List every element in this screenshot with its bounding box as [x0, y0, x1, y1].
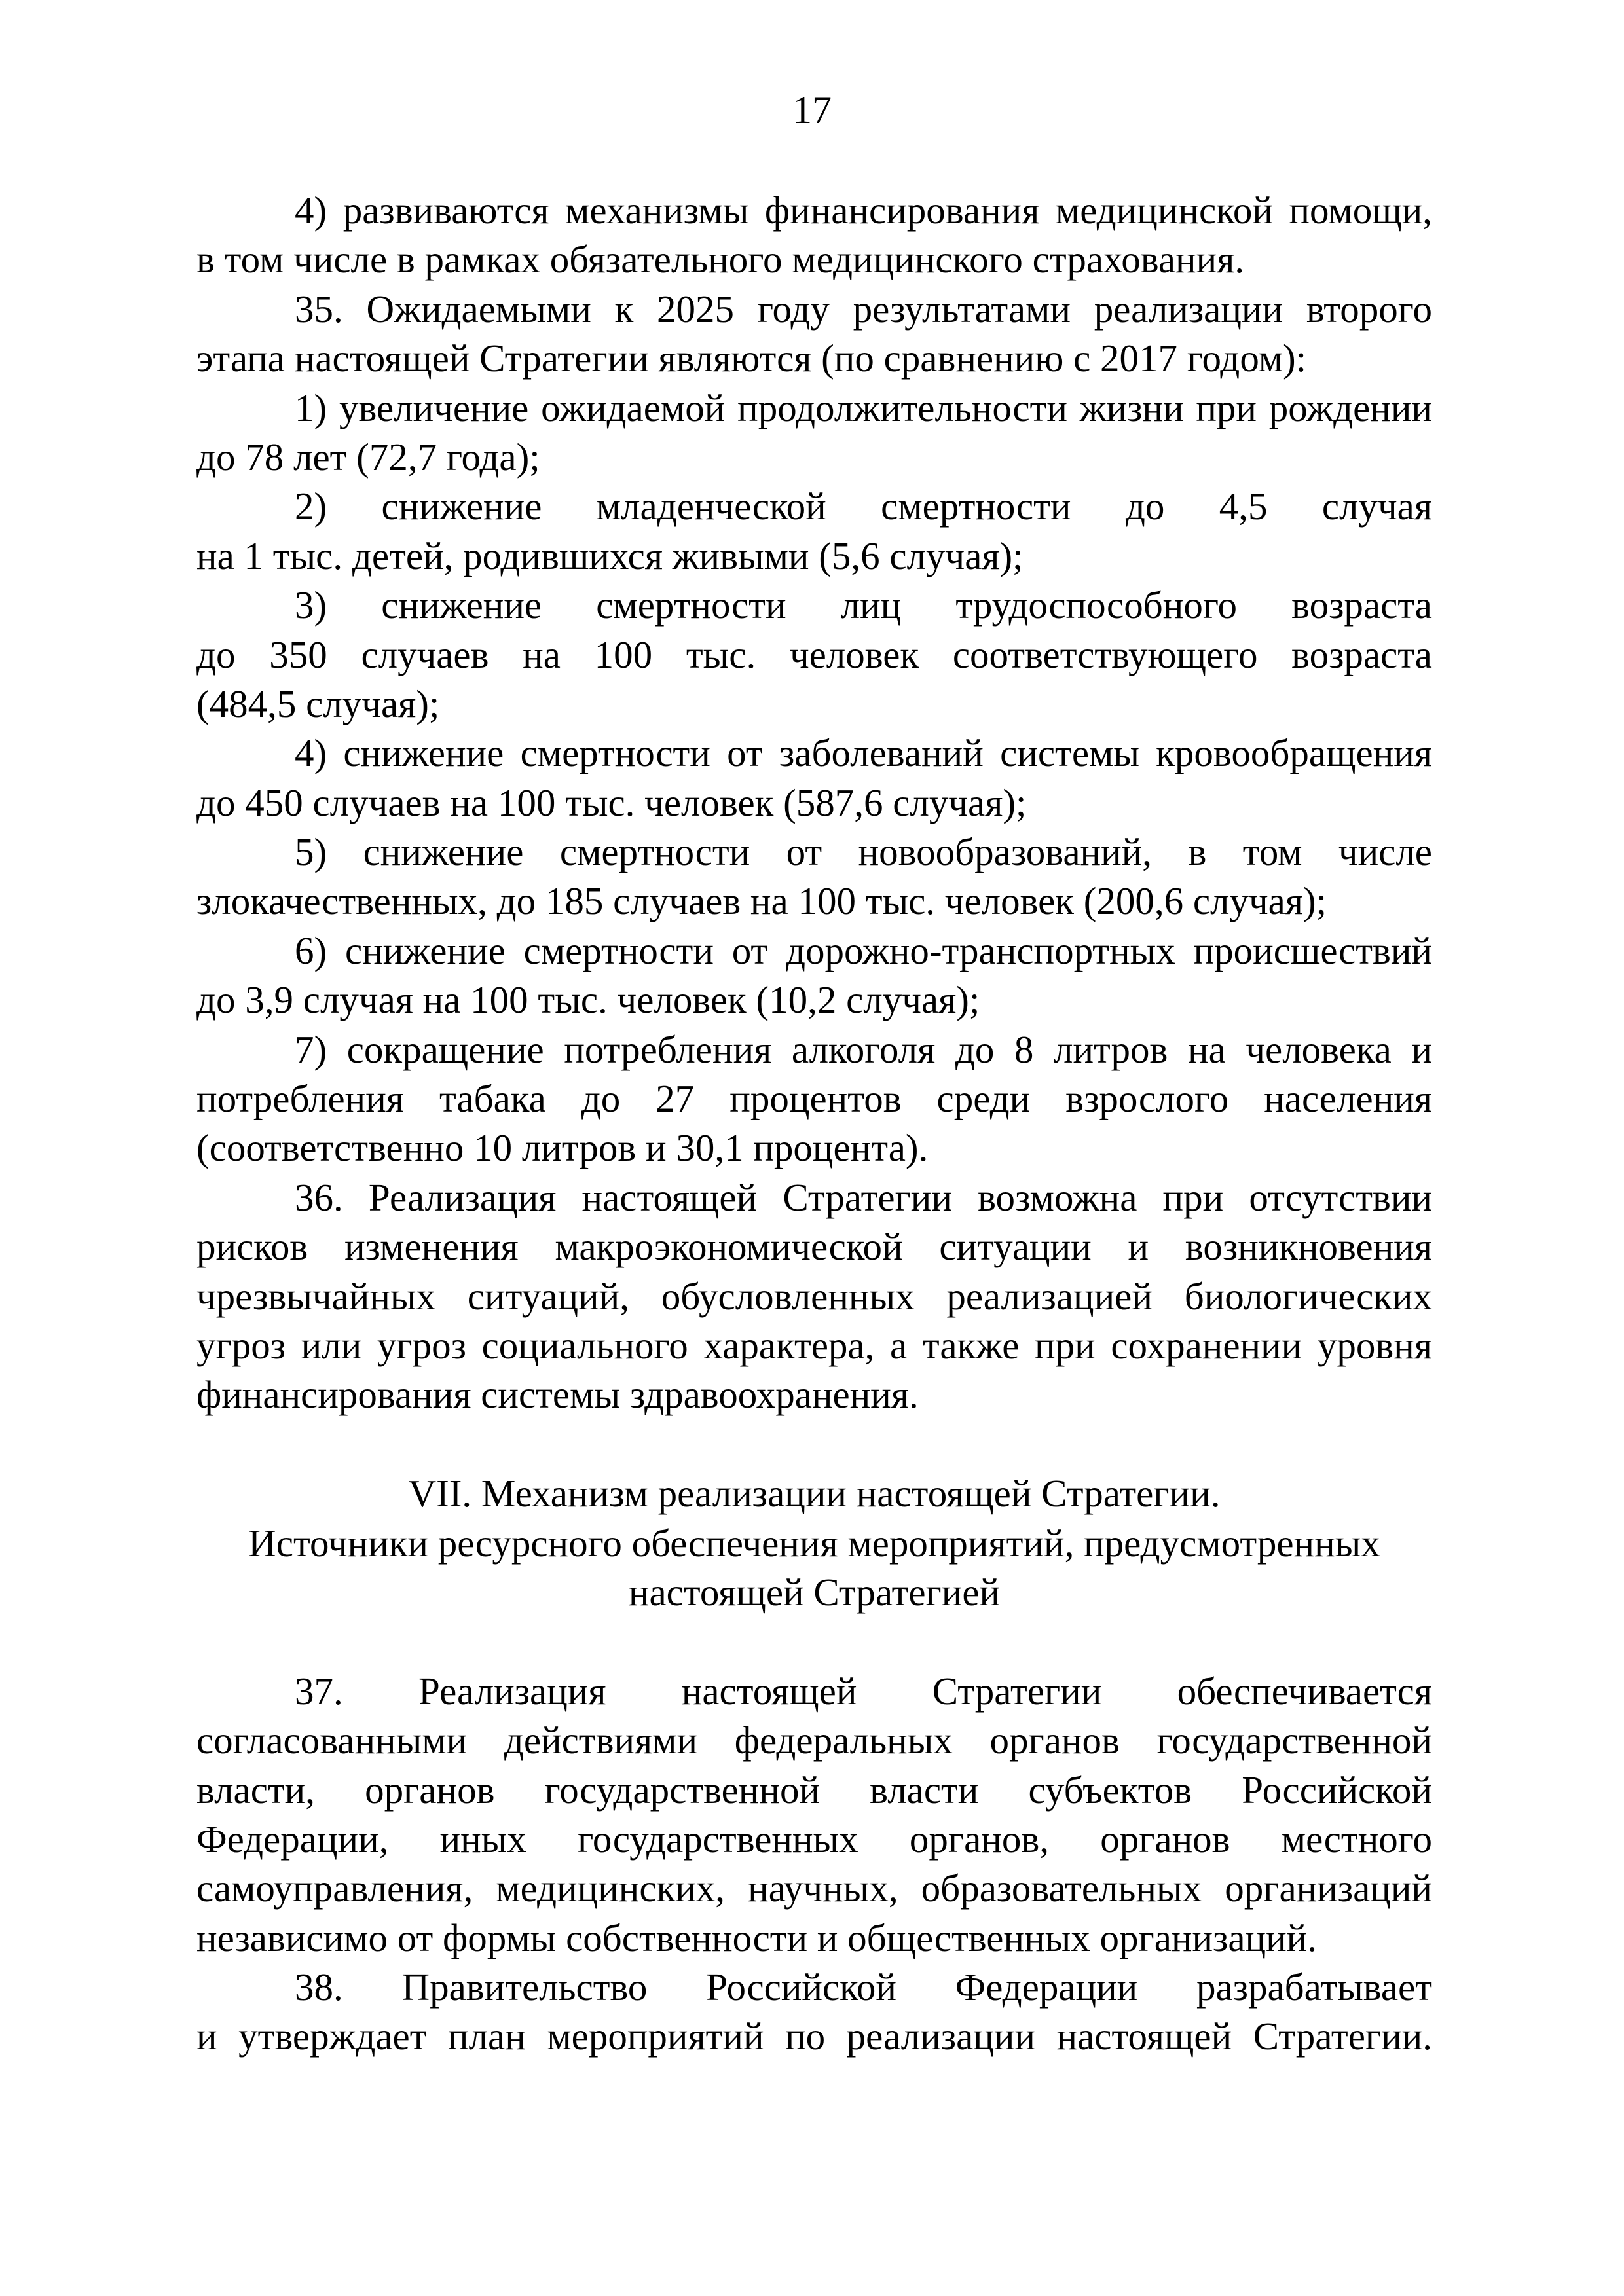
text-line: самоуправления, медицинских, научных, образовательных организаций — [196, 1867, 1432, 1910]
document-body — [196, 186, 1432, 2062]
text-line: (соответственно 10 литров и 30,1 процента). — [196, 1126, 929, 1170]
text-line: угроз или угроз социального характера, а также при сохранении уровня — [196, 1323, 1432, 1367]
text-line: финансирования системы здравоохранения. — [196, 1373, 919, 1417]
paragraph-35-item-1 — [196, 384, 1432, 483]
text-line: власти, органов государственной власти субъектов Российской — [196, 1768, 1432, 1812]
text-line: чрезвычайных ситуаций, обусловленных реализацией биологических — [196, 1274, 1432, 1318]
text-line: 4) снижение смертности от заболеваний системы кровообращения — [295, 731, 1432, 775]
paragraph-35-item-5 — [196, 828, 1432, 926]
text-line: независимо от формы собственности и общественных организаций. — [196, 1916, 1317, 1959]
text-line: 1) увеличение ожидаемой продолжительности жизни при рождении — [295, 386, 1432, 429]
paragraph-35-item-4 — [196, 729, 1432, 828]
text-line: злокачественных, до 185 случаев на 100 тыс. человек (200,6 случая); — [196, 879, 1327, 923]
text-line: 5) снижение смертности от новообразований, в том числе — [295, 830, 1432, 874]
text-line: 38. Правительство Российской Федерации разрабатывает — [295, 1965, 1432, 2009]
section-heading — [196, 1469, 1432, 1617]
paragraph-35-item-6 — [196, 926, 1432, 1025]
text-line: 4) развиваются механизмы финансирования медицинской помощи, — [295, 189, 1432, 232]
text-line: 2) снижение младенческой смертности до 4,5 случая — [295, 484, 1432, 528]
heading-line: настоящей Стратегией — [628, 1570, 1001, 1614]
spacer — [196, 1420, 1432, 1469]
paragraph-37 — [196, 1667, 1432, 1963]
text-line: (484,5 случая); — [196, 682, 440, 725]
text-line: 3) снижение смертности лиц трудоспособного возраста — [295, 583, 1432, 627]
heading-line: Источники ресурсного обеспечения мероприятий, предусмотренных — [248, 1521, 1380, 1565]
text-line: рисков изменения макроэкономической ситуации и возникновения — [196, 1225, 1432, 1269]
text-line: 7) сокращение потребления алкоголя до 8 литров на человека и — [295, 1027, 1432, 1071]
paragraph-35 — [196, 285, 1432, 384]
text-line: 35. Ожидаемыми к 2025 году результатами реализации второго — [295, 287, 1432, 331]
text-line: до 3,9 случая на 100 тыс. человек (10,2 случая); — [196, 978, 980, 1022]
spacer — [196, 1617, 1432, 1666]
heading-line: VII. Механизм реализации настоящей Стратегии. — [408, 1472, 1221, 1516]
text-line: потребления табака до 27 процентов среди взрослого населения — [196, 1077, 1432, 1121]
paragraph-35-item-2 — [196, 482, 1432, 581]
text-line: 37. Реализация настоящей Стратегии обеспечивается — [295, 1669, 1432, 1713]
text-line: на 1 тыс. детей, родившихся живыми (5,6 случая); — [196, 534, 1024, 577]
text-line: в том числе в рамках обязательного медицинского страхования. — [196, 238, 1245, 282]
text-line: до 78 лет (72,7 года); — [196, 435, 540, 479]
text-line: до 450 случаев на 100 тыс. человек (587,6 случая); — [196, 780, 1027, 824]
text-line: Федерации, иных государственных органов, органов местного — [196, 1817, 1432, 1861]
text-line: и утверждает план мероприятий по реализации настоящей Стратегии. — [196, 2014, 1432, 2058]
text-line: 36. Реализация настоящей Стратегии возможна при отсутствии — [295, 1175, 1432, 1219]
paragraph-35-item-3 — [196, 581, 1432, 729]
paragraph-38 — [196, 1963, 1432, 2062]
text-line: до 350 случаев на 100 тыс. человек соответствующего возраста — [196, 632, 1432, 676]
text-line: этапа настоящей Стратегии являются (по сравнению с 2017 годом): — [196, 337, 1307, 380]
paragraph-item-4 — [196, 186, 1432, 285]
text-line: согласованными действиями федеральных органов государственной — [196, 1719, 1432, 1762]
paragraph-35-item-7 — [196, 1025, 1432, 1173]
page-number: 17 — [792, 88, 832, 132]
text-line: 6) снижение смертности от дорожно-транспортных происшествий — [295, 928, 1432, 972]
paragraph-36 — [196, 1173, 1432, 1420]
